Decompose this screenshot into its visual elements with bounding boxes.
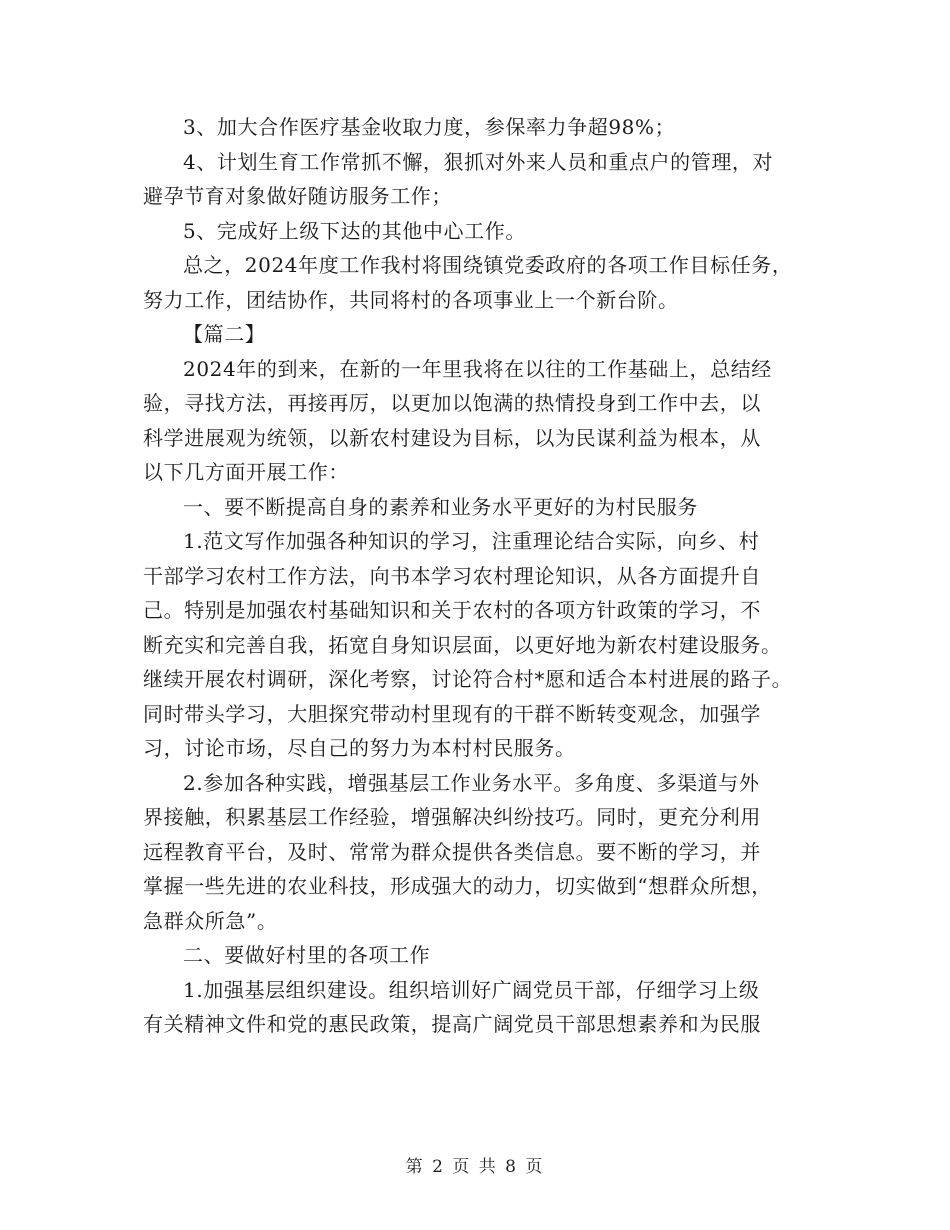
text-line: 1.加强基层组织建设。组织培训好广阔党员干部，仔细学习上级 <box>183 977 760 1002</box>
text-line: 干部学习农村工作方法，向书本学习农村理论知识，从各方面提升自 <box>143 563 761 588</box>
section-heading-two <box>143 938 803 973</box>
paragraph-1-1 <box>143 524 803 766</box>
text-line: 3、加大合作医疗基金收取力度，参保率力争超98%； <box>183 115 676 139</box>
text-line: 2.参加各种实践，增强基层工作业务水平。多角度、多渠道与外 <box>183 770 760 795</box>
paragraph-item-3 <box>143 110 803 145</box>
paragraph-1-2 <box>143 766 803 939</box>
text-line: 1.范文写作加强各种知识的学习，注重理论结合实际，向乡、村 <box>183 529 760 553</box>
text-line: 2024年的到来，在新的一年里我将在以往的工作基础上，总结经 <box>183 356 772 381</box>
text-line: 掌握一些先进的农业科技，形成强大的动力，切实做到“想群众所想， <box>143 874 772 898</box>
paragraph-intro <box>143 352 803 490</box>
paragraph-summary <box>143 248 803 317</box>
text-line: 界接触，积累基层工作经验，增强解决纠纷技巧。同时，更充分利用 <box>143 805 761 829</box>
document-body <box>143 110 803 1042</box>
paragraph-2-1 <box>143 973 803 1042</box>
text-line: 急群众所急”。 <box>143 908 278 933</box>
text-line: 验，寻找方法，再接再厉，以更加以饱满的热情投身到工作中去，以 <box>143 391 761 415</box>
text-line: 二、要做好村里的各项工作 <box>183 943 431 967</box>
page-number-footer: 第 2 页 共 8 页 <box>405 1157 545 1177</box>
text-line: 一、要不断提高自身的素养和业务水平更好的为村民服务 <box>183 494 698 519</box>
text-line: 断充实和完善自我，拓宽自身知识层面，以更好地为新农村建设服务。 <box>143 632 782 657</box>
text-line: 4、计划生育工作常抓不懈，狠抓对外来人员和重点户的管理，对 <box>183 149 774 174</box>
paragraph-item-5 <box>143 214 803 249</box>
text-line: 有关精神文件和党的惠民政策，提高广阔党员干部思想素养和为民服 <box>143 1012 761 1036</box>
section-heading-part-two <box>143 317 803 352</box>
section-heading-one <box>143 490 803 525</box>
text-line: 远程教育平台，及时、常常为群众提供各类信息。要不断的学习，并 <box>143 839 761 864</box>
text-line: 科学进展观为统领，以新农村建设为目标，以为民谋利益为根本，从 <box>143 425 761 450</box>
text-line: 习，讨论市场，尽自己的努力为本村村民服务。 <box>143 736 576 760</box>
text-line: 努力工作，团结协作，共同将村的各项事业上一个新台阶。 <box>143 287 679 312</box>
text-line: 己。特别是加强农村基础知识和关于农村的各项方针政策的学习，不 <box>143 598 761 622</box>
paragraph-item-4 <box>143 145 803 214</box>
text-line: 同时带头学习，大胆探究带动村里现有的干群不断转变观念，加强学 <box>143 701 761 726</box>
text-line: 总之，2024年度工作我村将围绕镇党委政府的各项工作目标任务， <box>183 253 793 277</box>
text-line: 避孕节育对象做好随访服务工作； <box>143 184 452 208</box>
text-line: 继续开展农村调研，深化考察，讨论符合村*愿和适合本村进展的路子。 <box>143 667 793 691</box>
text-line: 5、完成好上级下达的其他中心工作。 <box>183 218 526 243</box>
text-line: 【篇二】 <box>183 322 266 346</box>
text-line: 以下几方面开展工作： <box>143 460 349 484</box>
